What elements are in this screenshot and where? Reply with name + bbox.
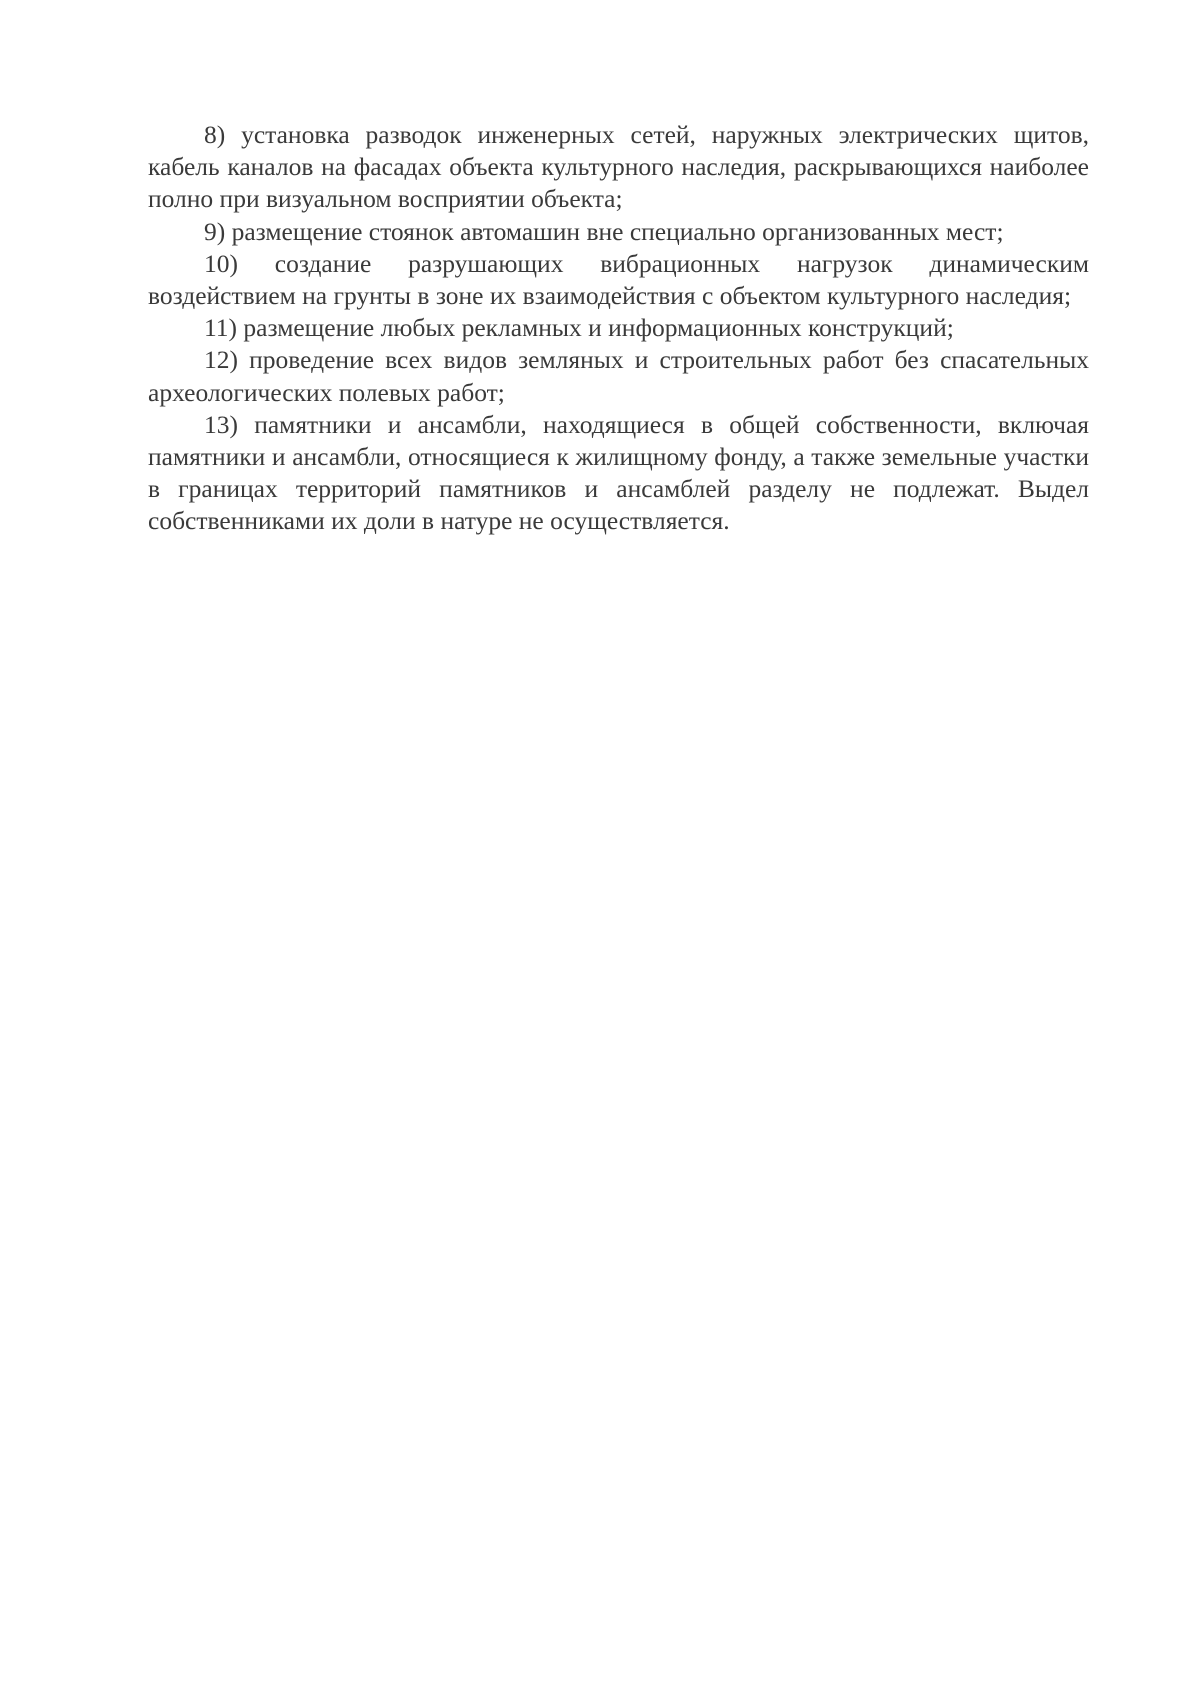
paragraph-item-13: 13) памятники и ансамбли, находящиеся в общей собственности, включая памятники и ансамбли, относящиеся к жилищному фонду, а также земельные участки в границах территорий памятников и ансамблей разделу не подлежат. Выдел собственниками их доли в натуре не осуществляется. (148, 409, 1089, 536)
document-body (148, 119, 1089, 538)
paragraph-item-8: 8) установка разводок инженерных сетей, наружных электрических щитов, кабель каналов на фасадах объекта культурного наследия, раскрывающихся наиболее полно при визуальном восприятии объекта; (148, 120, 1089, 214)
paragraph-item-11: 11) размещение любых рекламных и информационных конструкций; (204, 313, 954, 343)
paragraph-item-10: 10) создание разрушающих вибрационных нагрузок динамическим воздействием на грунты в зоне их взаимодействия с объектом культурного наследия; (148, 248, 1089, 311)
paragraph-item-9: 9) размещение стоянок автомашин вне специально организованных мест; (204, 216, 1004, 246)
paragraph-item-12: 12) проведение всех видов земляных и строительных работ без спасательных археологических полевых работ; (148, 345, 1089, 407)
